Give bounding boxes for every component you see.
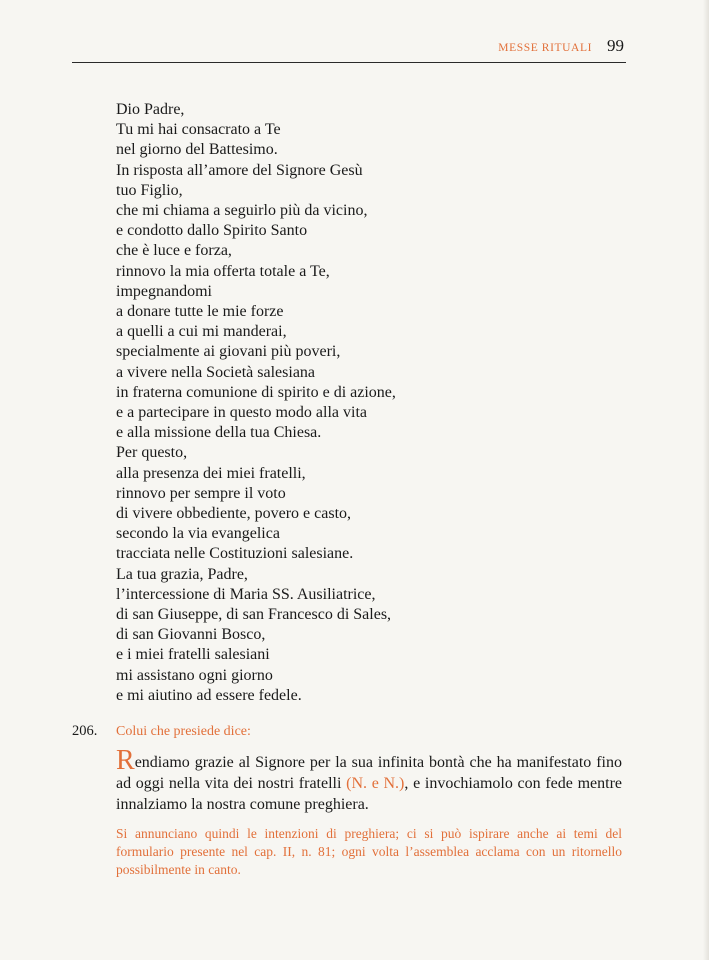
prayer-line: e condotto dallo Spirito Santo [116, 222, 308, 240]
prayer-text [116, 100, 596, 706]
section-number: 206. [72, 723, 98, 739]
prayer-line: a vivere nella Società salesiana [116, 363, 316, 381]
dialogue-text-before: endiamo grazie al Signore per la sua infinita bontà che ha manifestato fino ad oggi nella vita dei nostri fratelli [116, 754, 622, 792]
prayer-line: tuo Figlio, [116, 181, 183, 199]
prayer-line: impegnandomi [116, 282, 212, 300]
page-number: 99 [607, 36, 624, 55]
prayer-line: che mi chiama a seguirlo più da vicino, [116, 202, 368, 220]
prayer-line: rinnovo la mia offerta totale a Te, [116, 262, 330, 280]
prayer-line: a donare tutte le mie forze [116, 303, 284, 321]
prayer-line: Per questo, [116, 444, 188, 462]
page-header [72, 36, 626, 63]
prayer-line: La tua grazia, Padre, [116, 565, 248, 583]
drop-cap: R [116, 745, 135, 776]
presider-dialogue [116, 745, 623, 815]
page-edge-shadow [703, 0, 709, 960]
names-placeholder: (N. e N.) [346, 775, 405, 792]
prayer-line: in fraterna comunione di spirito e di azione, [116, 383, 396, 401]
prayer-line: tracciata nelle Costituzioni salesiane. [116, 545, 354, 563]
prayer-line: specialmente ai giovani più poveri, [116, 343, 341, 361]
prayer-line: di san Giovanni Bosco, [116, 626, 266, 644]
prayer-line: rinnovo per sempre il voto [116, 484, 286, 502]
prayer-line: e a partecipare in questo modo alla vita [116, 404, 368, 422]
prayer-line: Tu mi hai consacrato a Te [116, 121, 281, 139]
rubric-note: Si annunciano quindi le intenzioni di preghiera; ci si può ispirare anche ai temi del formulario presente nel cap. II, n. 81; ogni volta l’assemblea acclama con un ritornello possibilmente in canto. [116, 826, 622, 877]
prayer-line: mi assistano ogni giorno [116, 666, 273, 684]
prayer-line: e alla missione della tua Chiesa. [116, 424, 322, 442]
dialogue-text-after: , e invochiamolo con fede mentre innalziamo la nostra comune preghiera. [116, 775, 623, 813]
prayer-line: di san Giuseppe, di san Francesco di Sales, [116, 606, 392, 624]
prayer-line: In risposta all’amore del Signore Gesù [116, 161, 363, 179]
prayer-line: alla presenza dei miei fratelli, [116, 464, 306, 482]
prayer-line: che è luce e forza, [116, 242, 232, 260]
rubric-intro: Colui che presiede dice: [116, 724, 251, 739]
prayer-line: l’intercessione di Maria SS. Ausiliatrice, [116, 585, 376, 603]
prayer-line: e i miei fratelli salesiani [116, 646, 270, 664]
prayer-line: di vivere obbediente, povero e casto, [116, 505, 352, 523]
prayer-line: Dio Padre, [116, 101, 185, 118]
prayer-line: nel giorno del Battesimo. [116, 141, 278, 159]
prayer-line: a quelli a cui mi manderai, [116, 323, 287, 341]
running-head: MESSE RITUALI [498, 42, 592, 54]
prayer-line: e mi aiutino ad essere fedele. [116, 686, 302, 704]
prayer-line: secondo la via evangelica [116, 525, 280, 543]
